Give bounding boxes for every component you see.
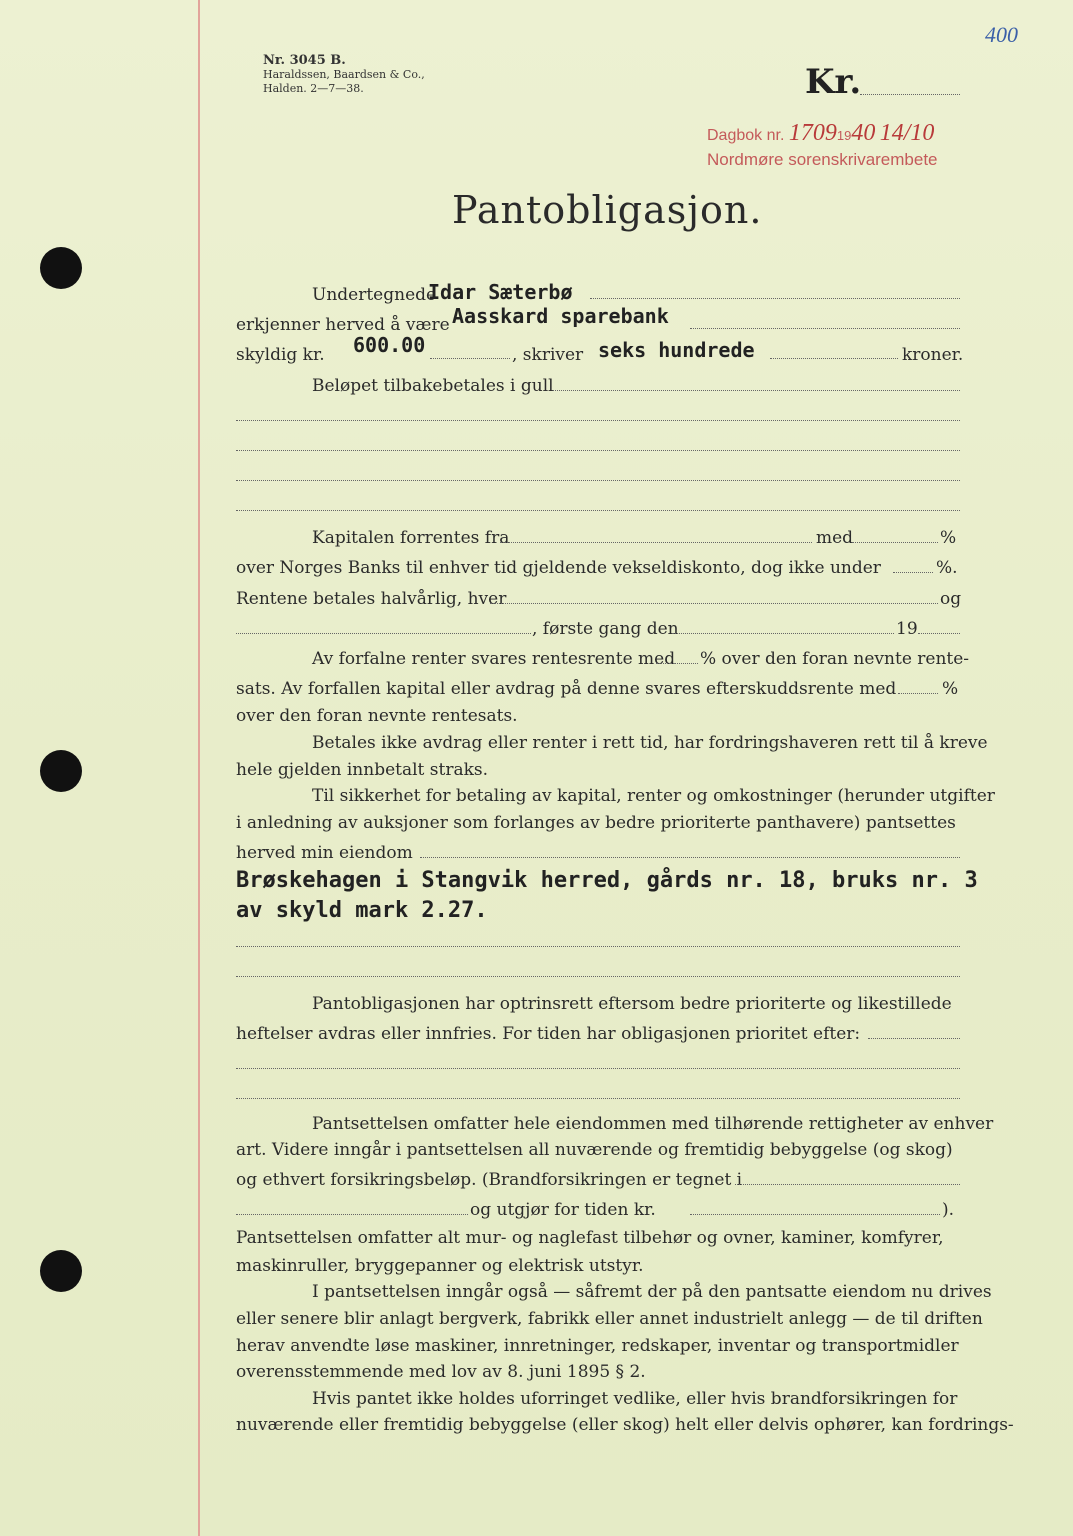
interest-line-3a: Rentene betales halvårlig, hver: [236, 589, 507, 609]
debtor-name: Idar Sæterbø: [428, 280, 573, 304]
coverage-line-4b: ).: [942, 1200, 955, 1220]
fill-line: [490, 603, 938, 604]
dagbok-stamp: [707, 120, 934, 147]
skyldig-label: skyldig kr.: [236, 345, 325, 365]
kr-amount-line: [860, 94, 960, 95]
printer-name: Haraldssen, Baardsen & Co.,: [263, 68, 425, 81]
fill-line: [420, 857, 960, 858]
year-prefix: 19: [836, 128, 852, 143]
dagbok-number: 1709: [788, 120, 837, 146]
fill-line: [236, 510, 960, 511]
interest-line-9: hele gjelden innbetalt straks.: [236, 760, 489, 780]
coverage-line-12: nuværende eller fremtidig bebyggelse (eller skog) helt eller delvis ophører, kan fordrings-: [236, 1415, 1014, 1435]
interest-line-6a: sats. Av forfallen kapital eller avdrag på denne svares efterskuddsrente med: [236, 679, 897, 699]
interest-line-3b: og: [940, 589, 962, 609]
fill-line: [852, 542, 938, 543]
undertegnede-label: Undertegnede: [312, 285, 437, 305]
margin-line: [198, 0, 200, 1536]
amount-figures: 600.00: [353, 333, 426, 357]
fill-line: [656, 663, 698, 664]
fill-line: [770, 358, 898, 359]
page-number: 400: [985, 22, 1018, 47]
coverage-line-9: herav anvendte løse maskiner, innretninger, redskaper, inventar og transportmidler: [236, 1336, 959, 1356]
coverage-line-1: Pantsettelsen omfatter hele eiendommen med tilhørende rettigheter av enhver: [312, 1114, 994, 1134]
punch-hole: [40, 1250, 82, 1292]
form-number: Nr. 3045 B.: [263, 53, 346, 68]
fill-line: [236, 1214, 468, 1215]
fill-line: [430, 358, 510, 359]
property-line-2: av skyld mark 2.27.: [236, 898, 488, 923]
dagbok-year: 40: [851, 120, 876, 146]
fill-line: [672, 633, 894, 634]
fill-line: [735, 1184, 960, 1185]
dagbok-label: Dagbok nr.: [707, 127, 785, 144]
fill-line: [690, 1214, 940, 1215]
interest-line-7: over den foran nevnte rentesats.: [236, 706, 518, 726]
fill-line: [236, 633, 531, 634]
fill-line: [236, 420, 960, 421]
fill-line: [236, 976, 960, 977]
fill-line: [553, 390, 960, 391]
skriver-label: , skriver: [512, 345, 584, 365]
kr-label: Kr.: [805, 62, 862, 102]
coverage-line-11: Hvis pantet ikke holdes uforringet vedlike, eller hvis brandforsikringen for: [312, 1389, 958, 1409]
interest-line-1a: Kapitalen forrentes fra: [312, 528, 510, 548]
erkjenner-label: erkjenner herved å være: [236, 315, 450, 335]
printer-info: [263, 54, 425, 96]
interest-line-1c: %: [940, 528, 957, 548]
fill-line: [590, 298, 960, 299]
fill-line: [898, 693, 938, 694]
coverage-line-4a: og utgjør for tiden kr.: [470, 1200, 656, 1220]
coverage-line-8: eller senere blir anlagt bergverk, fabrikk eller annet industrielt anlegg — de til driften: [236, 1309, 983, 1329]
interest-line-12: herved min eiendom: [236, 843, 413, 863]
coverage-line-2: art. Videre inngår i pantsettelsen all nuværende og fremtidig bebyggelse (og skog): [236, 1140, 953, 1160]
coverage-line-3: og ethvert forsikringsbeløp. (Brandforsikringen er tegnet i: [236, 1170, 743, 1190]
office-stamp: Nordmøre sorenskrivarembete: [707, 150, 938, 169]
interest-line-4b: 19: [896, 619, 918, 639]
fill-line: [236, 1068, 960, 1069]
document-title: Pantobligasjon.: [452, 188, 763, 232]
fill-line: [236, 1098, 960, 1099]
fill-line: [918, 633, 960, 634]
printer-place: Halden. 2—7—38.: [263, 82, 364, 95]
priority-line-1: Pantobligasjonen har optrinsrett eftersom bedre prioriterte og likestillede: [312, 994, 952, 1014]
creditor-name: Aasskard sparebank: [452, 304, 669, 328]
punch-hole: [40, 247, 82, 289]
property-line-1: Brøskehagen i Stangvik herred, gårds nr. 18, bruks nr. 3: [236, 868, 978, 893]
fill-line: [236, 480, 960, 481]
fill-line: [868, 1038, 960, 1039]
fill-line: [236, 450, 960, 451]
coverage-line-7: I pantsettelsen inngår også — såfremt der på den pantsatte eiendom nu drives: [312, 1282, 992, 1302]
interest-line-4a: , første gang den: [532, 619, 679, 639]
interest-line-11: i anledning av auksjoner som forlanges av bedre prioriterte panthavere) pantsettes: [236, 813, 956, 833]
interest-line-1b: med: [816, 528, 854, 548]
belopet-label: Beløpet tilbakebetales i gull: [312, 376, 554, 396]
dagbok-date: 14/10: [879, 120, 935, 146]
coverage-line-6: maskinruller, bryggepanner og elektrisk utstyr.: [236, 1256, 644, 1276]
interest-line-2a: over Norges Banks til enhver tid gjeldende vekseldiskonto, dog ikke under: [236, 558, 881, 578]
punch-hole: [40, 750, 82, 792]
priority-line-2: heftelser avdras eller innfries. For tiden har obligasjonen prioritet efter:: [236, 1024, 861, 1044]
interest-line-8: Betales ikke avdrag eller renter i rett tid, har fordringshaveren rett til å kreve: [312, 733, 988, 753]
amount-words: seks hundrede: [598, 338, 755, 362]
interest-line-5a: Av forfalne renter svares rentesrente med: [312, 649, 676, 669]
kroner-label: kroner.: [902, 345, 964, 365]
interest-line-2b: %.: [936, 558, 958, 578]
coverage-line-5: Pantsettelsen omfatter alt mur- og naglefast tilbehør og ovner, kaminer, komfyrer,: [236, 1228, 944, 1248]
fill-line: [893, 572, 933, 573]
coverage-line-10: overensstemmende med lov av 8. juni 1895 § 2.: [236, 1362, 646, 1382]
fill-line: [500, 542, 812, 543]
interest-line-10: Til sikkerhet for betaling av kapital, renter og omkostninger (herunder utgifter: [312, 786, 995, 806]
interest-line-6b: %: [942, 679, 959, 699]
fill-line: [690, 328, 960, 329]
fill-line: [236, 946, 960, 947]
interest-line-5b: % over den foran nevnte rente-: [700, 649, 970, 669]
